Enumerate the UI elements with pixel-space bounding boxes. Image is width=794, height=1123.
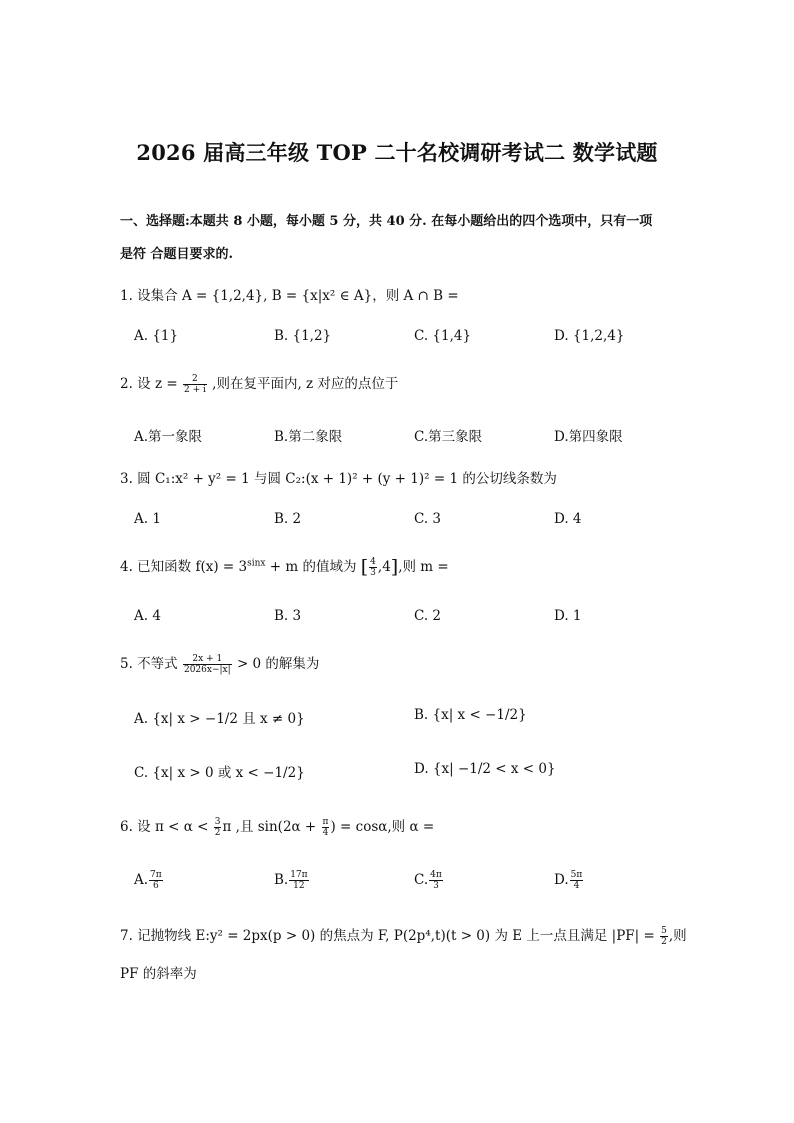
question-5-fraction xyxy=(183,654,232,675)
question-7-fraction-numerator: 5 xyxy=(661,926,667,936)
question-4-exponent: sinx xyxy=(247,558,266,569)
question-6-fraction-numerator: 3 xyxy=(214,817,221,827)
section-heading-line1: 一、选择题:本题共 8 小题，每小题 5 分，共 40 分. 在每小题给出的四个选项中，只有一项 xyxy=(120,214,653,229)
page-title: 2026 届高三年级 TOP 二十名校调研考试二 数学试题 xyxy=(136,140,658,165)
question-2-prefix: 2. 设 z = xyxy=(120,376,178,392)
question-5-fraction-numerator: 2x + 1 xyxy=(183,654,232,665)
question-2-stem xyxy=(120,372,398,395)
question-4-option-c: C. 2 xyxy=(414,608,442,624)
question-5-prefix: 5. 不等式 xyxy=(120,656,178,672)
question-7-stem-line2: PF 的斜率为 xyxy=(120,966,197,982)
question-4-option-a: A. 4 xyxy=(134,608,161,624)
question-5-stem xyxy=(120,652,319,675)
question-2-option-d: D.第四象限 xyxy=(554,429,623,445)
question-6-option-c-label: C. xyxy=(414,872,429,888)
question-4-middle: + m 的值域为 xyxy=(265,559,361,575)
question-7-fraction-denominator: 2 xyxy=(661,937,667,947)
question-6-option-c-fraction xyxy=(429,870,443,891)
question-6-option-a-denominator: 6 xyxy=(153,881,159,891)
question-5-option-c: C. {x| x > 0 或 x < −1/2} xyxy=(134,765,305,781)
question-7-stem-line1 xyxy=(120,924,687,947)
question-4-interval-end: ,4 xyxy=(377,559,391,575)
question-6-option-b-fraction xyxy=(289,870,308,891)
question-6-fraction xyxy=(214,817,222,838)
question-6-option-d-label: D. xyxy=(554,872,569,888)
question-4-option-b: B. 3 xyxy=(274,608,302,624)
question-4-right-bracket: ] xyxy=(390,556,399,578)
question-3-option-b: B. 2 xyxy=(274,511,302,527)
question-2-option-c: C.第三象限 xyxy=(414,429,483,445)
question-3-stem: 3. 圆 C₁:x² + y² = 1 与圆 C₂:(x + 1)² + (y + 1)² = 1 的公切线条数为 xyxy=(120,471,557,487)
question-5-option-d: D. {x| −1/2 < x < 0} xyxy=(414,761,556,777)
question-6-fraction-2 xyxy=(322,817,330,838)
question-1-option-c: C. {1,4} xyxy=(414,328,472,344)
question-4-interval-numerator: 4 xyxy=(370,557,376,567)
question-6-option-c-numerator: 4π xyxy=(430,870,442,880)
question-6-fraction-2-numerator: π xyxy=(322,817,329,827)
question-7-stem-b: ,则 xyxy=(668,928,687,944)
question-5-suffix: > 0 的解集为 xyxy=(236,656,320,672)
question-4-interval-denominator: 3 xyxy=(370,568,376,578)
question-6-option-a-fraction xyxy=(149,870,163,891)
question-4-prefix: 4. 已知函数 f(x) = 3 xyxy=(120,559,248,575)
question-1-option-d: D. {1,2,4} xyxy=(554,328,625,344)
question-2-option-a: A.第一象限 xyxy=(134,429,203,445)
question-6-stem-b: π ,且 sin(2α + xyxy=(222,819,317,835)
question-5-option-b: B. {x| x < −1/2} xyxy=(414,707,527,723)
question-2-fraction-numerator: 2 xyxy=(183,374,207,385)
question-6-option-a-label: A. xyxy=(134,872,149,888)
question-4-left-bracket: [ xyxy=(360,556,369,578)
question-6-option-b-denominator: 12 xyxy=(293,881,305,891)
question-1-option-a: A. {1} xyxy=(134,328,179,344)
question-6-stem-a: 6. 设 π < α < xyxy=(120,819,209,835)
question-3-option-a: A. 1 xyxy=(134,511,161,527)
question-7-stem-a: 7. 记抛物线 E:y² = 2px(p > 0) 的焦点为 F, P(2p⁴,t)(t > 0) 为 E 上一点且满足 |PF| = xyxy=(120,928,655,944)
question-4-suffix: ,则 m = xyxy=(398,559,449,575)
question-6-option-d xyxy=(554,870,584,891)
question-1-option-b: B. {1,2} xyxy=(274,328,332,344)
question-6-option-b-label: B. xyxy=(274,872,289,888)
question-3-option-c: C. 3 xyxy=(414,511,442,527)
question-6-fraction-2-denominator: 4 xyxy=(322,828,329,838)
question-2-suffix: ,则在复平面内, z 对应的点位于 xyxy=(212,376,399,392)
question-4-stem xyxy=(120,555,449,578)
question-2-fraction-denominator: 2 + i xyxy=(183,385,206,395)
question-5-option-a: A. {x| x > −1/2 且 x ≠ 0} xyxy=(134,711,305,727)
question-3-option-d: D. 4 xyxy=(554,511,582,527)
question-6-option-d-numerator: 5π xyxy=(570,870,583,880)
question-6-fraction-denominator: 2 xyxy=(214,828,221,838)
question-4-option-d: D. 1 xyxy=(554,608,582,624)
question-6-option-d-fraction xyxy=(570,870,584,891)
question-7-fraction xyxy=(660,926,668,947)
question-5-fraction-denominator: 2026x−|x| xyxy=(183,665,231,675)
section-heading-line2: 是符 合题目要求的. xyxy=(120,247,234,262)
question-6-option-a-numerator: 7π xyxy=(150,870,162,880)
question-6-stem-c: ) = cosα,则 α = xyxy=(330,819,435,835)
question-6-option-a xyxy=(134,870,164,891)
question-1-stem: 1. 设集合 A = {1,2,4}, B = {x|x² ∈ A}，则 A ∩ B = xyxy=(120,288,459,304)
question-6-option-b xyxy=(274,870,310,891)
question-6-option-d-denominator: 4 xyxy=(573,881,580,891)
question-6-option-c xyxy=(414,870,444,891)
question-6-option-b-numerator: 17π xyxy=(290,870,308,880)
question-6-option-c-denominator: 3 xyxy=(433,881,439,891)
question-4-interval-fraction xyxy=(369,557,377,578)
question-6-stem xyxy=(120,815,434,838)
question-2-fraction xyxy=(183,374,207,395)
question-2-option-b: B.第二象限 xyxy=(274,429,343,445)
